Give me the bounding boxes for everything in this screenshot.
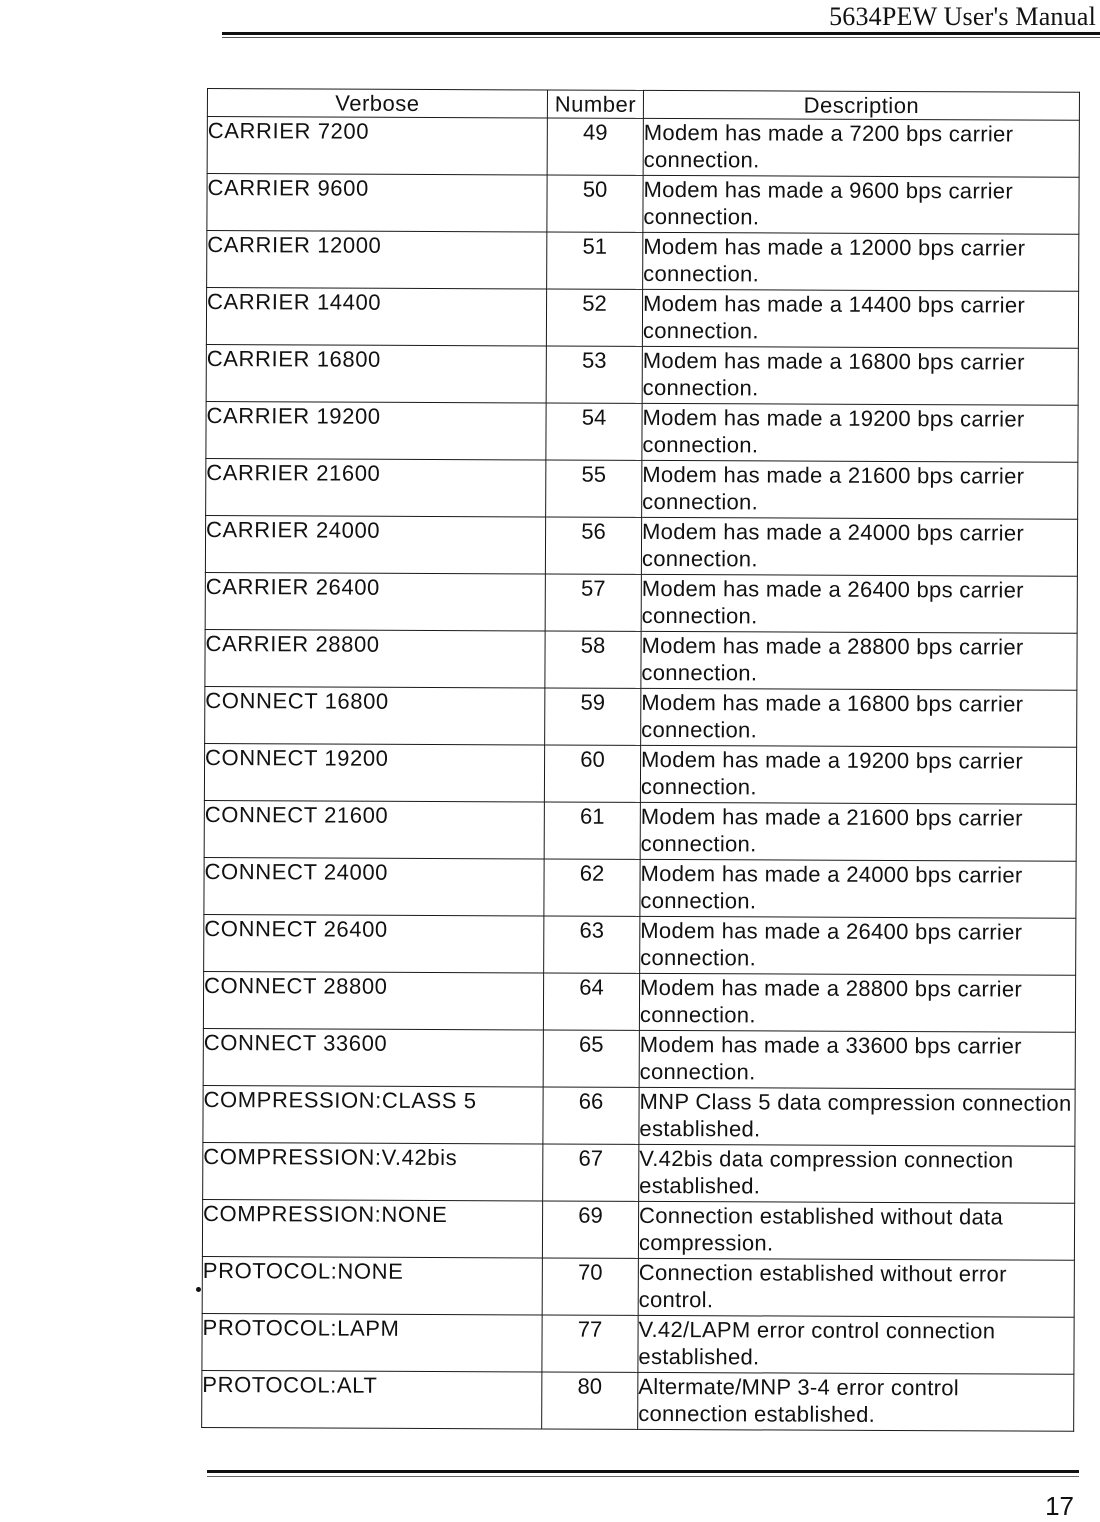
table-row <box>206 401 1078 462</box>
description-cell: Modem has made a 21600 bps carrier connection. <box>642 460 1078 519</box>
description-cell: MNP Class 5 data compression connection established. <box>639 1087 1075 1146</box>
column-header-description: Description <box>643 90 1079 120</box>
table-header-row <box>207 89 1079 121</box>
description-cell: Modem has made a 24000 bps carrier connection. <box>641 517 1077 576</box>
margin-mark <box>196 1287 201 1292</box>
verbose-cell: COMPRESSION:NONE <box>202 1199 542 1257</box>
table-row <box>205 515 1077 576</box>
description-cell: Modem has made a 14400 bps carrier connection. <box>642 289 1078 348</box>
number-cell: 52 <box>546 289 642 346</box>
verbose-cell: CONNECT 26400 <box>204 914 544 972</box>
table-row <box>203 1142 1075 1203</box>
number-cell: 56 <box>545 517 641 574</box>
header-rule <box>222 32 1100 35</box>
verbose-cell: CONNECT 33600 <box>203 1028 543 1086</box>
verbose-cell: PROTOCOL:ALT <box>202 1370 542 1428</box>
table-row <box>204 743 1076 804</box>
number-cell: 58 <box>545 631 641 688</box>
number-cell: 60 <box>544 745 640 802</box>
table-row <box>202 1256 1074 1317</box>
table-row <box>207 117 1079 178</box>
number-cell: 53 <box>546 346 642 403</box>
table-row <box>204 914 1076 975</box>
number-cell: 67 <box>543 1144 639 1201</box>
number-cell: 57 <box>545 574 641 631</box>
description-cell: Modem has made a 26400 bps carrier connection. <box>640 916 1076 975</box>
number-cell: 49 <box>547 118 643 175</box>
description-cell: Altermate/MNP 3-4 error control connection established. <box>638 1372 1074 1431</box>
description-cell: Modem has made a 12000 bps carrier connection. <box>643 232 1079 291</box>
table-row <box>204 857 1076 918</box>
description-cell: Connection established without data compression. <box>638 1201 1074 1260</box>
verbose-cell: CARRIER 21600 <box>206 458 546 516</box>
verbose-cell: CARRIER 24000 <box>205 515 545 573</box>
verbose-cell: CARRIER 26400 <box>205 572 545 630</box>
verbose-cell: CARRIER 12000 <box>207 231 547 289</box>
description-cell: Modem has made a 28800 bps carrier connection. <box>639 973 1075 1032</box>
description-cell: Modem has made a 21600 bps carrier connection. <box>640 802 1076 861</box>
verbose-cell: COMPRESSION:CLASS 5 <box>203 1085 543 1143</box>
table-row <box>202 1313 1074 1374</box>
number-cell: 70 <box>542 1258 638 1315</box>
number-cell: 54 <box>546 403 642 460</box>
description-cell: Connection established without error control. <box>638 1258 1074 1317</box>
verbose-cell: CONNECT 24000 <box>204 857 544 915</box>
verbose-cell: CARRIER 7200 <box>207 117 547 175</box>
description-cell: Modem has made a 24000 bps carrier connection. <box>640 859 1076 918</box>
table-row <box>207 174 1079 235</box>
result-codes-table <box>201 88 1080 1432</box>
number-cell: 55 <box>546 460 642 517</box>
table-row <box>202 1370 1074 1431</box>
number-cell: 51 <box>547 232 643 289</box>
table-row <box>207 231 1079 292</box>
table-body <box>202 117 1080 1432</box>
description-cell: Modem has made a 9600 bps carrier connection. <box>643 175 1079 234</box>
verbose-cell: CARRIER 19200 <box>206 401 546 459</box>
number-cell: 64 <box>543 973 639 1030</box>
table-row <box>206 458 1078 519</box>
table-row <box>205 572 1077 633</box>
verbose-cell: CARRIER 14400 <box>206 288 546 346</box>
table-row <box>204 800 1076 861</box>
column-header-number: Number <box>547 90 643 118</box>
table-row <box>206 288 1078 349</box>
column-header-verbose: Verbose <box>207 89 547 118</box>
verbose-cell: PROTOCOL:LAPM <box>202 1313 542 1371</box>
verbose-cell: CARRIER 9600 <box>207 174 547 232</box>
verbose-cell: CONNECT 28800 <box>203 971 543 1029</box>
description-cell: Modem has made a 26400 bps carrier connection. <box>641 574 1077 633</box>
footer-rule <box>207 1470 1079 1473</box>
table-row <box>203 971 1075 1032</box>
table-row <box>205 686 1077 747</box>
description-cell: Modem has made a 19200 bps carrier connection. <box>640 745 1076 804</box>
number-cell: 61 <box>544 802 640 859</box>
verbose-cell: CONNECT 16800 <box>205 686 545 744</box>
description-cell: Modem has made a 16800 bps carrier connection. <box>641 688 1077 747</box>
table-row <box>202 1199 1074 1260</box>
number-cell: 69 <box>542 1201 638 1258</box>
verbose-cell: CONNECT 19200 <box>204 743 544 801</box>
description-cell: Modem has made a 7200 bps carrier connection. <box>643 118 1079 177</box>
table-row <box>206 344 1078 405</box>
number-cell: 63 <box>544 916 640 973</box>
table-row <box>205 629 1077 690</box>
table-row <box>203 1085 1075 1146</box>
number-cell: 62 <box>544 859 640 916</box>
description-cell: Modem has made a 33600 bps carrier connection. <box>639 1030 1075 1089</box>
number-cell: 66 <box>543 1087 639 1144</box>
number-cell: 77 <box>542 1315 638 1372</box>
number-cell: 50 <box>547 175 643 232</box>
number-cell: 59 <box>545 688 641 745</box>
description-cell: V.42/LAPM error control connection established. <box>638 1315 1074 1374</box>
table-row <box>203 1028 1075 1089</box>
number-cell: 80 <box>542 1372 638 1429</box>
verbose-cell: CARRIER 16800 <box>206 344 546 402</box>
verbose-cell: PROTOCOL:NONE <box>202 1256 542 1314</box>
description-cell: V.42bis data compression connection established. <box>639 1144 1075 1203</box>
verbose-cell: COMPRESSION:V.42bis <box>203 1142 543 1200</box>
description-cell: Modem has made a 28800 bps carrier connection. <box>641 631 1077 690</box>
description-cell: Modem has made a 16800 bps carrier connection. <box>642 346 1078 405</box>
page-number: 17 <box>1045 1491 1074 1521</box>
number-cell: 65 <box>543 1030 639 1087</box>
description-cell: Modem has made a 19200 bps carrier connection. <box>642 403 1078 462</box>
verbose-cell: CARRIER 28800 <box>205 629 545 687</box>
header-rule-secondary <box>222 37 1100 38</box>
verbose-cell: CONNECT 21600 <box>204 800 544 858</box>
footer-rule-secondary <box>207 1476 1079 1477</box>
manual-header-title: 5634PEW User's Manual <box>829 2 1096 31</box>
